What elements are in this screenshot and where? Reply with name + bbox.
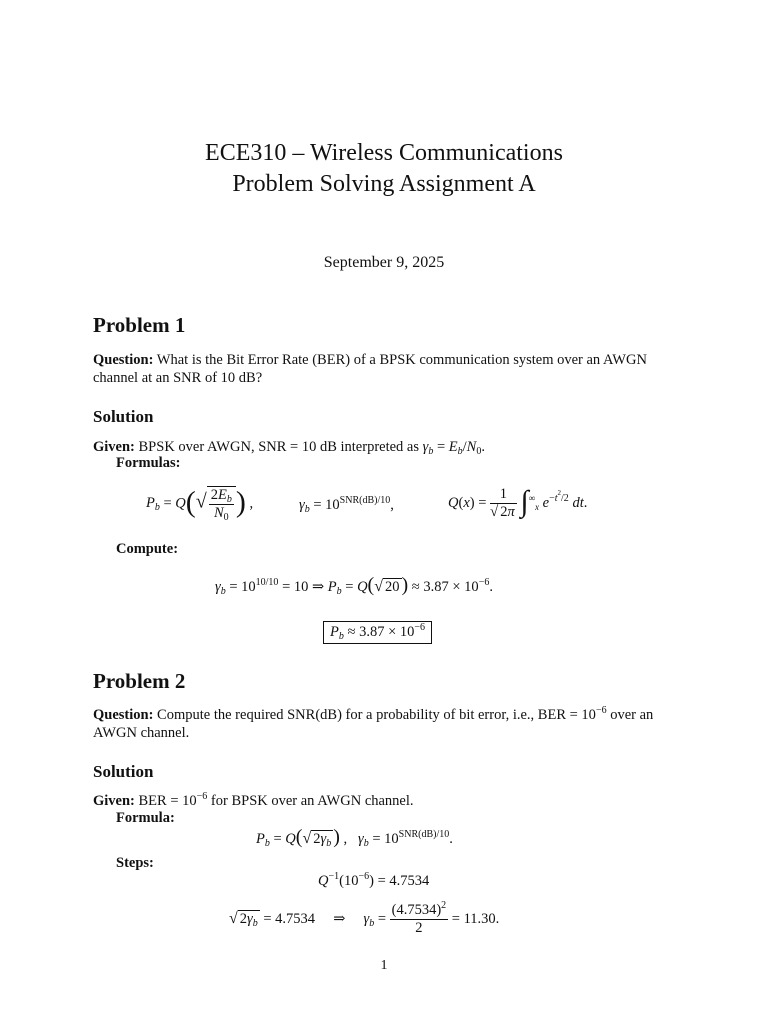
problem1-solution-heading: Solution xyxy=(93,407,154,426)
problem1-question-label: Question: xyxy=(93,352,154,368)
problem2-formula-label: Formula: xyxy=(116,810,175,826)
ber-formula-gamma: $\gamma_b = 10^{SNR(dB)/10}$, xyxy=(299,495,394,515)
problem1-heading: Problem 1 xyxy=(93,313,186,337)
boxed-result: $P_b \approx 3.87 \times 10^{-6}$ xyxy=(323,621,432,644)
problem2-given-label: Given: xyxy=(93,793,135,809)
problem2-given-text-end: for BPSK over an AWGN channel. xyxy=(210,793,414,809)
sqrt-result: = 4.7534 xyxy=(263,910,316,927)
boxed-result-value: ≈ 3.87 × 10 xyxy=(347,624,415,640)
compute-expression: $\gamma_b = 10^{10/10} = 10$ ⇒ $P_b = Q(√$ 20 ) ≈ $3.87 \times 10^{-6}$. xyxy=(215,574,493,597)
ber-formula-q: Q(x) = $\frac{1}{√ 2\pi}$ $\int^\infty_x$ $e^{-t^2/2}$ dt. xyxy=(448,484,588,520)
problem2-question-text: Compute the required SNR(dB) for a probability of bit error, i.e., BER = 10 xyxy=(157,707,596,723)
qinv-result: = 4.7534 xyxy=(377,873,430,889)
gamma-result: = 11.30. xyxy=(451,910,500,927)
document-title-line1: ECE310 – Wireless Communications xyxy=(205,140,563,166)
qinv-step: $Q^{-1}(10^{-6}) = 4.7534$ xyxy=(318,871,430,889)
problem1-formulas-label: Formulas: xyxy=(116,455,181,471)
problem2-solution-heading: Solution xyxy=(93,762,154,781)
document-date: September 9, 2025 xyxy=(323,254,445,271)
problem1-compute-label: Compute: xyxy=(116,541,179,557)
problem2-given: Given: BER = $10^{-6}$ for BPSK over an AWGN channel. xyxy=(93,791,414,809)
problem1-question-text: What is the Bit Error Rate (BER) of a BPSK communication system over an AWGN channel at an SNR of 10 dB? xyxy=(93,352,647,386)
problem2-question: Question: Compute the required SNR(dB) for a probability of bit error, i.e., BER = $10^{-6}$ over an AWGN channel. xyxy=(93,705,654,741)
problem1-given-text: BPSK over AWGN, SNR = 10 dB interpreted as xyxy=(138,439,419,455)
compute-approx: ≈ 3.87 × 10 xyxy=(411,579,479,595)
page-number: 1 xyxy=(380,958,388,973)
document-title-line2: Problem Solving Assignment A xyxy=(232,171,536,197)
sqrt-gamma-step: √ $2\gamma_b = 4.7534$ ⇒ $\gamma_b$ = $\frac{(4.7534)^2}{2}$ = 11.30. xyxy=(229,900,500,936)
problem2-question-label: Question: xyxy=(93,707,154,723)
problem1-given-label: Given: xyxy=(93,439,135,455)
ber-formula-pb: $P_b = Q(√$ $\frac{2E_b}{N_0}$ ) , xyxy=(146,485,254,523)
problem1-question xyxy=(93,351,678,387)
problem2-question-text-end: over an AWGN channel. xyxy=(93,707,654,741)
gamma-eb-n0-expr: $\gamma_b = E_b/N_0$. xyxy=(422,439,485,457)
problem2-formula: $P_b = Q(√$ $2\gamma_b$ ) , $\gamma_b = 10^{SNR(dB)/10}$. xyxy=(256,826,453,849)
problem2-heading: Problem 2 xyxy=(93,669,186,693)
problem1-given xyxy=(93,438,678,456)
problem2-steps-label: Steps: xyxy=(116,855,154,871)
